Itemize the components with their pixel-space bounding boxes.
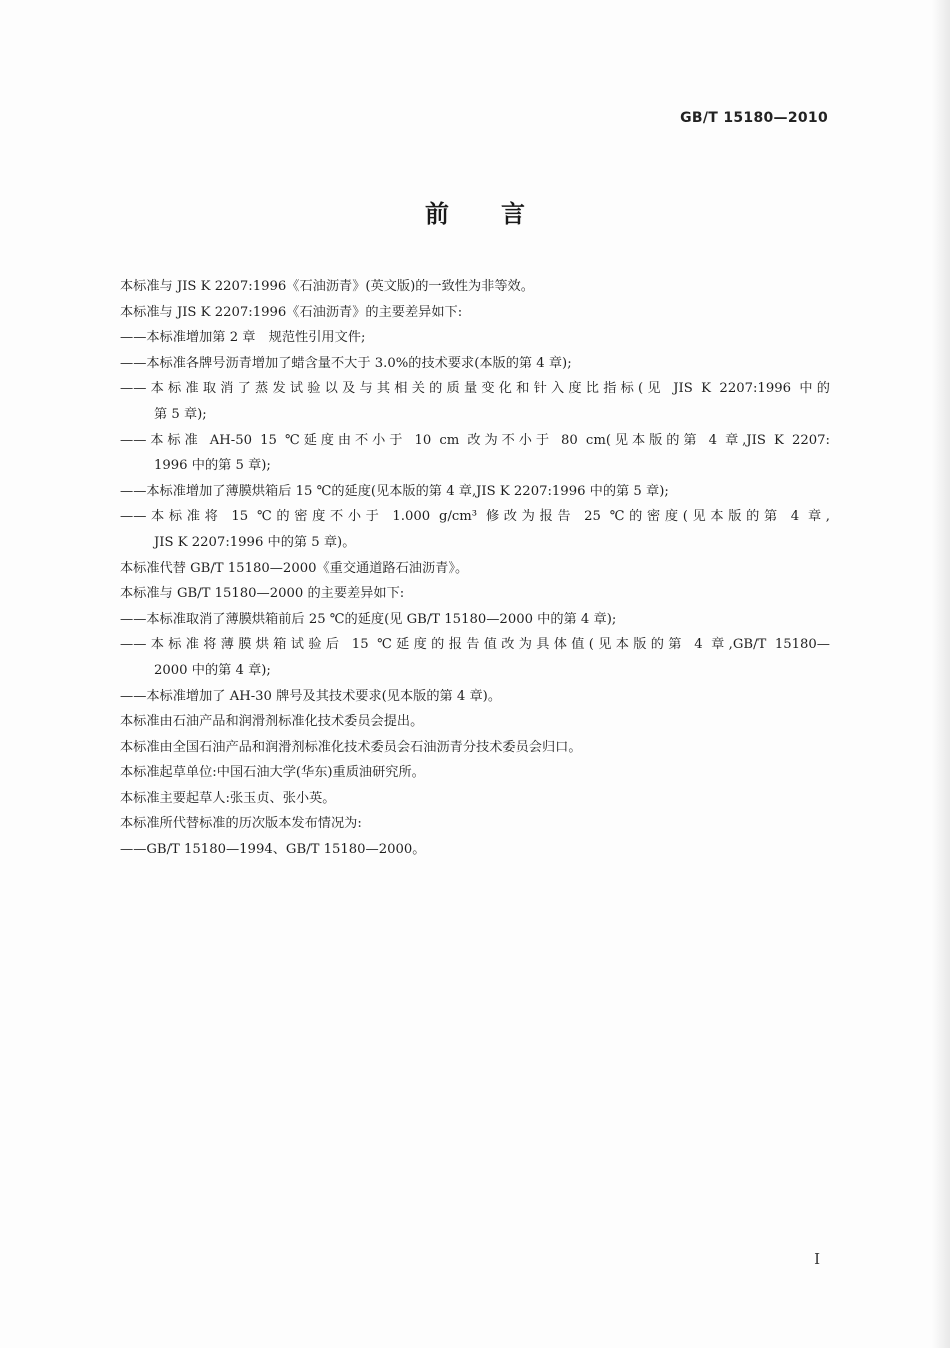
foreword-line: JIS K 2207:1996 中的第 5 章)。 <box>154 534 356 550</box>
foreword-line: ——本标准增加第 2 章 规范性引用文件; <box>120 330 366 346</box>
foreword-line: 本标准所代替标准的历次版本发布情况为: <box>120 816 362 832</box>
foreword-line: 本标准与 JIS K 2207:1996《石油沥青》(英文版)的一致性为非等效。 <box>120 279 534 294</box>
foreword-line: ——本标准取消了蒸发试验以及与其相关的质量变化和针入度比指标(见 JIS K 2207:1996 中的 <box>120 381 830 397</box>
standard-code: GB/T 15180—2010 <box>680 110 828 126</box>
foreword-line: ——本标准 AH-50 15 ℃延度由不小于 10 cm 改为不小于 80 cm(见本版的第 4 章,JIS K 2207: <box>120 432 830 448</box>
foreword-line: ——本标准增加了 AH-30 牌号及其技术要求(见本版的第 4 章)。 <box>120 688 502 704</box>
foreword-line: 本标准与 JIS K 2207:1996《石油沥青》的主要差异如下: <box>120 304 463 320</box>
foreword-line: 本标准代替 GB/T 15180—2000《重交通道路石油沥青》。 <box>120 560 469 576</box>
foreword-line: ——本标准将薄膜烘箱试验后 15 ℃延度的报告值改为具体值(见本版的第 4 章,GB/T 15180— <box>120 637 830 653</box>
foreword-line: 第 5 章); <box>154 406 207 422</box>
foreword-line: 本标准与 GB/T 15180—2000 的主要差异如下: <box>120 586 405 602</box>
foreword-body <box>120 274 830 863</box>
foreword-line: ——本标准各牌号沥青增加了蜡含量不大于 3.0%的技术要求(本版的第 4 章); <box>120 355 572 371</box>
page-title: 前言 <box>425 200 577 228</box>
foreword-line: ——本标准增加了薄膜烘箱后 15 ℃的延度(见本版的第 4 章,JIS K 2207:1996 中的第 5 章); <box>120 483 669 499</box>
foreword-line: 1996 中的第 5 章); <box>154 458 271 474</box>
foreword-line: 本标准由石油产品和润滑剂标准化技术委员会提出。 <box>120 714 424 730</box>
page-number: I <box>814 1250 820 1268</box>
foreword-line: 本标准由全国石油产品和润滑剂标准化技术委员会石油沥青分技术委员会归口。 <box>120 739 582 755</box>
foreword-line: 本标准主要起草人:张玉贞、张小英。 <box>120 790 336 806</box>
foreword-line: ——GB/T 15180—1994、GB/T 15180—2000。 <box>120 842 426 858</box>
foreword-line: ——本标准将 15 ℃的密度不小于 1.000 g/cm³ 修改为报告 25 ℃的密度(见本版的第 4 章, <box>120 509 830 525</box>
foreword-line: 2000 中的第 4 章); <box>154 662 271 678</box>
foreword-line: 本标准起草单位:中国石油大学(华东)重质油研究所。 <box>120 765 425 781</box>
foreword-line: ——本标准取消了薄膜烘箱前后 25 ℃的延度(见 GB/T 15180—2000 中的第 4 章); <box>120 611 617 627</box>
